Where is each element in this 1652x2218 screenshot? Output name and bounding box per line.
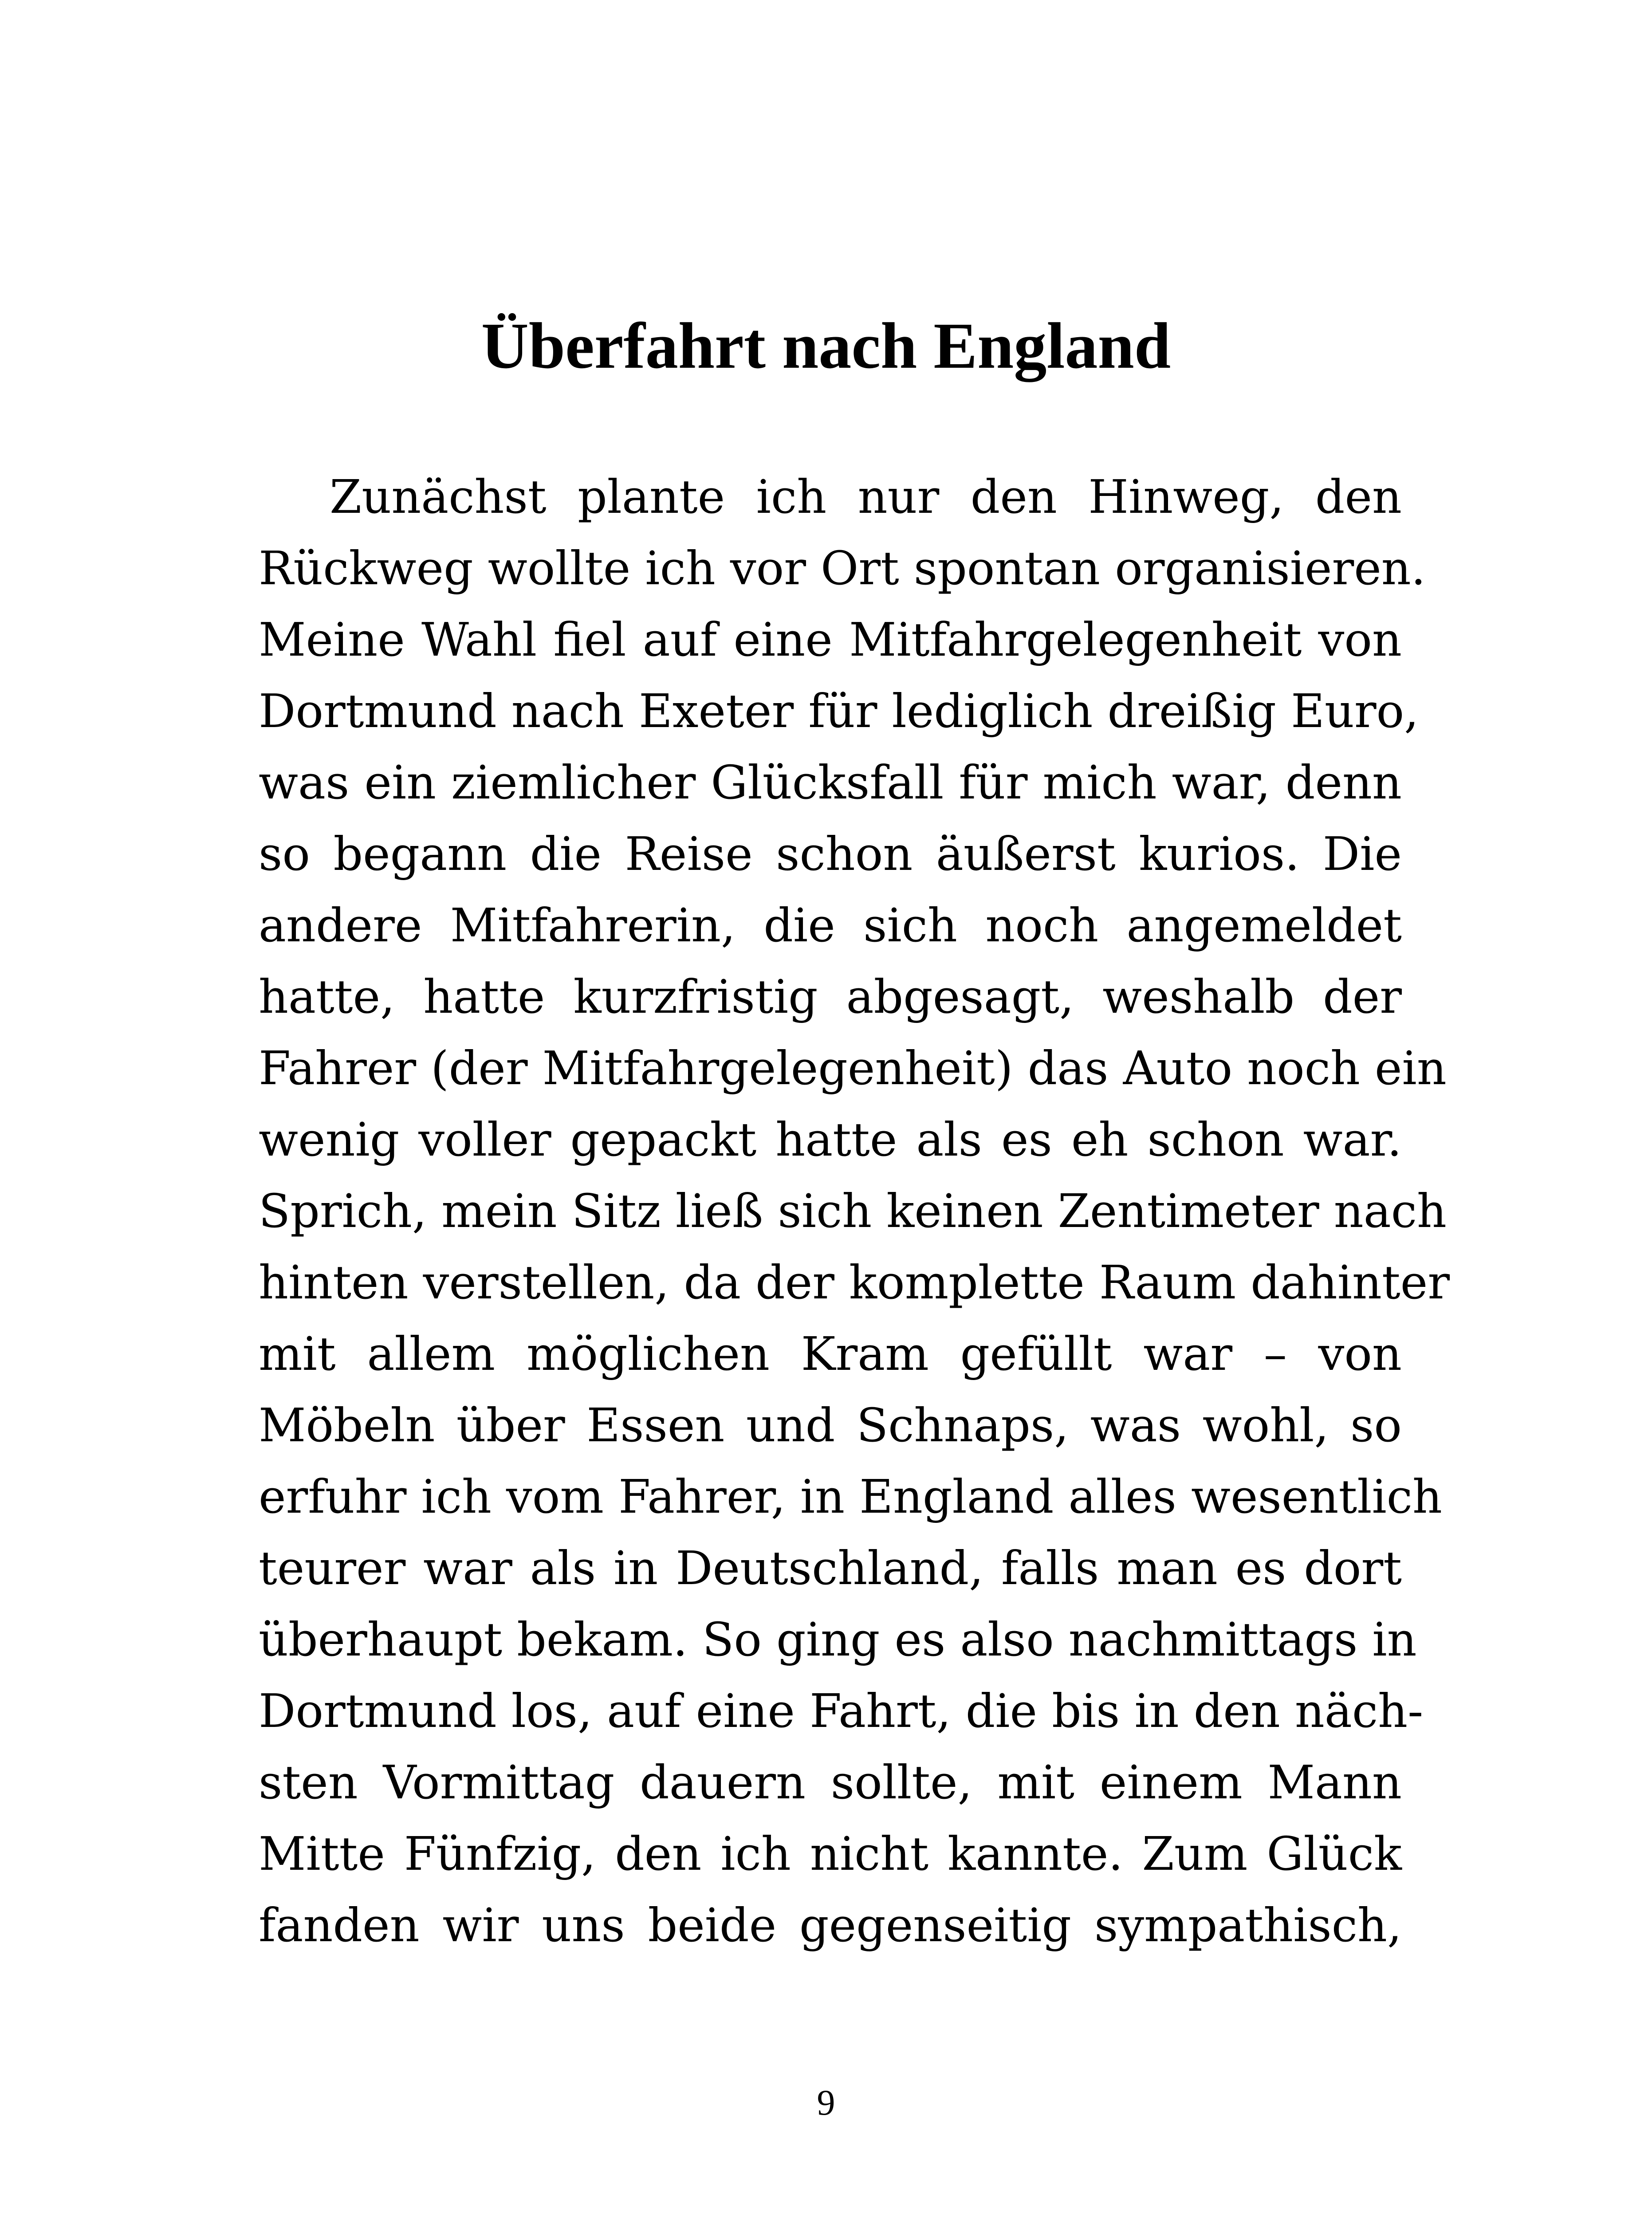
text-line: Meine Wahl fiel auf eine Mitfahrgelegenheit von <box>259 613 1402 667</box>
chapter-title: Überfahrt nach England <box>481 310 1171 382</box>
text-line: Fahrer (der Mitfahrgelegenheit) das Auto noch ein <box>259 1041 1447 1095</box>
text-line: Mitte Fünfzig, den ich nicht kannte. Zum Glück <box>259 1827 1402 1881</box>
text-line: hatte, hatte kurzfristig abgesagt, weshalb der <box>259 970 1402 1024</box>
text-line: überhaupt bekam. So ging es also nachmittags in <box>259 1612 1417 1667</box>
text-line: Dortmund nach Exeter für lediglich dreißig Euro, <box>259 684 1419 738</box>
text-line: was ein ziemlicher Glücksfall für mich war, denn <box>259 755 1402 810</box>
text-line: wenig voller gepackt hatte als es eh schon war. <box>259 1113 1402 1167</box>
text-line: sten Vormittag dauern sollte, mit einem Mann <box>259 1755 1402 1809</box>
page-number: 9 <box>817 2082 835 2123</box>
text-line: so begann die Reise schon äußerst kurios. Die <box>259 827 1402 881</box>
text-line: andere Mitfahrerin, die sich noch angemeldet <box>259 898 1402 952</box>
text-line: hinten verstellen, da der komplette Raum dahinter <box>259 1255 1450 1310</box>
text-line: mit allem möglichen Kram gefüllt war – von <box>259 1327 1402 1381</box>
chapter-body <box>259 461 1450 1961</box>
text-line: Zunächst plante ich nur den Hinweg, den <box>330 470 1402 524</box>
text-line: fanden wir uns beide gegenseitig sympathisch, <box>259 1898 1402 1952</box>
text-line: erfuhr ich vom Fahrer, in England alles wesentlich <box>259 1470 1442 1524</box>
text-line: teurer war als in Deutschland, falls man es dort <box>259 1541 1402 1595</box>
text-line: Dortmund los, auf eine Fahrt, die bis in den näch- <box>259 1684 1424 1738</box>
text-line: Möbeln über Essen und Schnaps, was wohl, so <box>259 1398 1402 1452</box>
text-line: Sprich, mein Sitz ließ sich keinen Zentimeter nach <box>259 1184 1447 1238</box>
text-line: Rückweg wollte ich vor Ort spontan organisieren. <box>259 541 1426 595</box>
